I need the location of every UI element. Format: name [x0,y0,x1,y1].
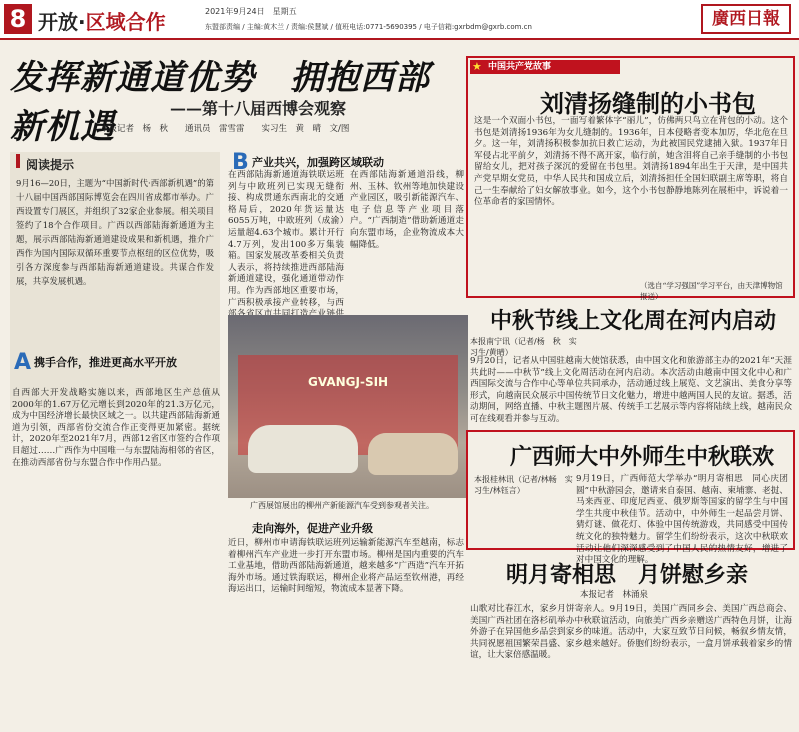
expo-photo [228,315,468,498]
byline: 本报记者 杨 秋 通讯员 雷雪雷 实习生 黄 晴 文/图 [100,124,350,134]
section-d-title: 走向海外，促进产业升级 [252,522,373,535]
section-c-text: 在西部陆海新通道沿线，柳州、玉林、钦州等地加快建设产业园区，吸引新能源汽车、电子信息等产业项目落户。“广西制造”借助新通道走向东盟市场，企业物流成本大幅降低。 [350,170,464,250]
party-story-credit: （选自“学习强国”学习平台，由天津博物馆报送） [640,281,783,301]
section-sub: 区域合作 [85,10,166,34]
page-number: 8 [4,4,32,34]
photo-car [248,425,358,473]
guide-bar [16,154,20,168]
editor-line: 东盟部责编 / 主编:黄木兰 / 责编:侯慧斌 / 值班电话:0771-5690395 / 电子信箱:gxrbdm@gxrb.com.cn [205,23,532,31]
section-a-title: 携手合作，推进更高水平开放 [34,356,177,369]
midautumn-hanoi-text: 9月20日，记者从中国驻越南大使馆获悉，由中国文化和旅游部主办的2021年“天涯共此时——中秋节”线上文化周活动在河内启动。本次活动由越南中国文化中心和广西国际交流与合作中心等单位共同承办，活动通过线上展览、文艺演出、美食分享等形式，向越南民众展示中国传统节日文化魅力，增进中越两国人民的友谊。据悉，活动期间，网络直播、中秋主题图片展、传统手工艺展示等内容将陆续上线，越南民众可在线观看并参与互动。 [470,356,792,424]
section-b-letter: B [232,150,249,175]
section-title [38,6,166,35]
mooncake-title: 明月寄相思 月饼慰乡亲 [506,563,749,588]
headline-subtitle: ——第十八届西博会观察 [170,99,347,118]
section-b-title: 产业共兴，加强跨区域联动 [252,156,384,169]
section-main: 开放· [38,10,86,34]
gxnu-title: 广西师大中外师生中秋联欢 [510,445,775,470]
headline: 发挥新通道优势 拥抱西部新机遇 [10,58,430,147]
gxnu-byline: 本报桂林讯（记者/林畅 实习生/林钰言） [474,475,573,495]
mooncake-byline: 本报记者 林涌泉 [580,590,649,600]
newspaper-logo: 廣西日報 [701,4,791,34]
section-d-text: 近日，柳州市申请海铁联运班列运输新能源汽车至越南，标志着柳州汽车产业进一步打开东盟市场。柳州是国内重要的汽车工业基地，借助西部陆海新通道，越来越多“广西造”汽车开拓海外市场。通过铁海联运，柳州企业将产品运至钦州港，再经海运出口，运输时间缩短，物流成本显著下降。 [228,538,464,595]
photo-caption: 广西展馆展出的柳州产新能源汽车受到参观者关注。 [250,501,434,510]
section-a-letter: A [14,350,32,375]
party-emblem-icon: ★ [472,60,482,73]
midautumn-hanoi-byline: 本报南宁讯（记者/杨 秋 实习生/黄晴） [470,337,577,357]
mooncake-text: 山歌对比春江水，家乡月饼寄亲人。9月19日，美国广西同乡会、美国广西总商会、美国广西社团在洛杉矶举办中秋联谊活动，向旅美广西乡亲赠送广西特色月饼，让海外游子在异国他乡品尝到家乡的味道。活动中，大家互致节日问候，畅叙乡情友情，共同祝愿祖国繁荣昌盛、家乡越来越好。侨胞们纷纷表示，一盒月饼承载着家乡的情谊，让大家倍感温暖。 [470,604,792,661]
gxnu-text: 9月19日，广西师范大学举办“明月寄相思 同心庆团圆”中秋游园会，邀请来自泰国、越南、柬埔寨、老挝、马来西亚、印度尼西亚、俄罗斯等国家的留学生与中国学生共度中秋佳节。活动中，中外师生一起品尝月饼、猜灯谜、做花灯、体验中国传统游戏，共同感受中国传统文化的独特魅力。留学生们纷纷表示，这次中秋联欢活动让他们深深感受到了中国人民的热情友好，增进了对中国文化的理解。 [576,474,788,566]
party-story-title: 刘清扬缝制的小书包 [540,90,756,118]
guide-heading: 阅读提示 [26,158,75,172]
photo-sign: GVANGJ-SIH [308,375,389,389]
guide-text: 9月16—20日，主题为“中国新时代·西部新机遇”的第十八届中国西部国际博览会在四川省成都市举办。广西设置专门展区，并组织了32家企业参展。相关项目签约了18个合作项目。广西以西部陆海新通道为主题，展示西部陆海新通道建设成果和新机遇，推介广西作为国内国际双循环重要节点枢纽的区位优势，吸引各方深度参与西部陆海新通道建设。共谋合作发展，共享发展机遇。 [16,178,214,286]
party-story-tag: 中国共产党故事 [470,60,620,74]
midautumn-hanoi-title: 中秋节线上文化周在河内启动 [490,309,777,334]
party-story-text: 这是一个双面小书包，一面写着繁体字“丽儿”，仿佛两只鸟立在背包的小动。这个书包是刘清扬1936年为女儿缝制的。1936年，日本侵略者变本加厉，华北危在旦夕。这一年，刘清扬积极参加抗日救亡运动，为此被国民党逮捕入狱。1937年日军侵占北平前夕，刘清扬不得不离开家，临行前，她含泪将自己亲手缝制的小书包留给女儿，把对孩子深沉的爱留在书包里。刘清扬1894年出生于天津，是中国共产党早期女党员，中华人民共和国成立后，刘清扬担任全国妇联副主席等职，将自己一生奉献给了妇女解放事业。如今，这个小书包静静地陈列在展柜中，诉说着一位革命者的家国情怀。 [474,116,788,208]
photo-car [368,433,458,475]
issue-date: 2021年9月24日 星期五 [205,7,297,16]
section-b-text: 在西部陆海新通道海铁联运班列与中欧班列已实现无缝衔接、构成贯通东西南北的交通格局后，2020年货运量达6055万吨，中欧班列（成渝）运量超4.63个城市。累计开行4.7万列，发出100多万集装箱。国家发展改革委相关负责人表示，将持续推进西部陆海新通道建设，强化通道带动作用。作为西部地区重要市场，广西积极承接产业转移，与西 [228,170,344,308]
section-a-text: 自西部大开发战略实施以来，西部地区生产总值从2000年的1.67万亿元增长到2020年的21.3万亿元，成为中国经济增长最快区域之一。以共建西部陆海新通道为引领，西部省份交流合作正变得更加紧密。据统计，2020年至2021年7月，西部12省区市签约合作项目超过……广西作为中国唯一与东盟陆海相邻的省区，在推动西部省份与东盟合作中作用凸显。 [12,388,220,468]
